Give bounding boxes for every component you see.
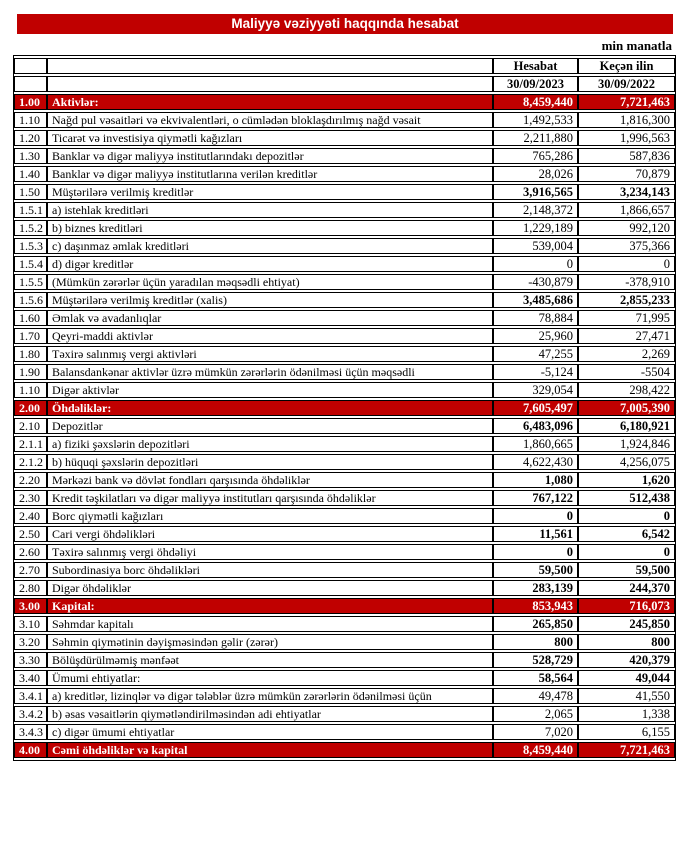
table-row	[14, 508, 675, 524]
table-row	[14, 256, 675, 272]
row-label: c) digər ümumi ehtiyatlar	[47, 724, 493, 740]
row-code: 1.5.3	[14, 238, 47, 254]
table-row	[14, 670, 675, 686]
row-label: Səhmdar kapitalı	[47, 616, 493, 632]
row-label: b) hüquqi şəxslərin depozitləri	[47, 454, 493, 470]
row-current-value: 800	[493, 634, 578, 650]
table-header	[14, 58, 675, 92]
row-current-value: 0	[493, 256, 578, 272]
row-label: Borc qiymətli kağızları	[47, 508, 493, 524]
row-prior-value: 0	[578, 508, 675, 524]
row-label: Öhdəliklər:	[47, 400, 493, 416]
header-empty-cell	[47, 58, 493, 74]
row-code: 2.80	[14, 580, 47, 596]
row-label: Mərkəzi bank və dövlət fondları qarşısında öhdəliklər	[47, 472, 493, 488]
row-label: Banklar və digər maliyyə institutlarına verilən kreditlər	[47, 166, 493, 182]
row-prior-value: 4,256,075	[578, 454, 675, 470]
row-prior-value: 1,924,846	[578, 436, 675, 452]
row-label: a) kreditlər, lizinqlər və digər tələblər üzrə mümkün zərərlərin ödənilməsi üçün	[47, 688, 493, 704]
row-current-value: 853,943	[493, 598, 578, 614]
row-label: Müştərilərə verilmiş kreditlər (xalis)	[47, 292, 493, 308]
row-prior-value: 800	[578, 634, 675, 650]
row-label: Depozitlər	[47, 418, 493, 434]
row-prior-value: 1,996,563	[578, 130, 675, 146]
row-current-value: 47,255	[493, 346, 578, 362]
table-row	[14, 454, 675, 470]
table-row	[14, 148, 675, 164]
row-current-value: 1,860,665	[493, 436, 578, 452]
row-prior-value: 244,370	[578, 580, 675, 596]
table-row	[14, 184, 675, 200]
row-prior-value: 1,816,300	[578, 112, 675, 128]
row-code: 1.00	[14, 94, 47, 110]
row-prior-value: 1,338	[578, 706, 675, 722]
row-code: 4.00	[14, 742, 47, 758]
table-row	[14, 544, 675, 560]
row-label: Digər öhdəliklər	[47, 580, 493, 596]
row-label: Səhmin qiymətinin dəyişməsindən gəlir (zərər)	[47, 634, 493, 650]
table-row	[14, 400, 675, 416]
row-code: 3.4.2	[14, 706, 47, 722]
row-code: 2.20	[14, 472, 47, 488]
row-prior-value: 0	[578, 256, 675, 272]
header-empty-cell	[14, 76, 47, 92]
table-row	[14, 382, 675, 398]
row-current-value: 11,561	[493, 526, 578, 542]
table-row	[14, 328, 675, 344]
row-label: a) istehlak kreditləri	[47, 202, 493, 218]
row-code: 1.90	[14, 364, 47, 380]
table-row	[14, 472, 675, 488]
financial-table	[13, 55, 676, 761]
table-row	[14, 202, 675, 218]
row-prior-value: 41,550	[578, 688, 675, 704]
row-prior-value: 3,234,143	[578, 184, 675, 200]
row-label: Qeyri-maddi aktivlər	[47, 328, 493, 344]
row-current-value: 3,916,565	[493, 184, 578, 200]
row-code: 1.5.1	[14, 202, 47, 218]
table-row	[14, 742, 675, 758]
row-prior-value: 70,879	[578, 166, 675, 182]
row-current-value: 528,729	[493, 652, 578, 668]
row-label: Təxirə salınmış vergi aktivləri	[47, 346, 493, 362]
row-code: 1.70	[14, 328, 47, 344]
row-label: (Mümkün zərərlər üçün yaradılan məqsədli ehtiyat)	[47, 274, 493, 290]
report-title: Maliyyə vəziyyəti haqqında hesabat	[231, 16, 459, 31]
table-row	[14, 436, 675, 452]
row-prior-value: 245,850	[578, 616, 675, 632]
table-row	[14, 562, 675, 578]
table-row	[14, 220, 675, 236]
row-label: b) əsas vəsaitlərin qiymətləndirilməsindən adi ehtiyatlar	[47, 706, 493, 722]
row-prior-value: 375,366	[578, 238, 675, 254]
row-prior-value: 6,542	[578, 526, 675, 542]
row-prior-value: 27,471	[578, 328, 675, 344]
row-current-value: 2,211,880	[493, 130, 578, 146]
row-current-value: 0	[493, 544, 578, 560]
row-current-value: 3,485,686	[493, 292, 578, 308]
table-row	[14, 418, 675, 434]
table-row	[14, 580, 675, 596]
row-prior-value: 420,379	[578, 652, 675, 668]
table-row	[14, 274, 675, 290]
row-code: 2.30	[14, 490, 47, 506]
row-current-value: 2,065	[493, 706, 578, 722]
row-prior-value: 7,005,390	[578, 400, 675, 416]
row-code: 2.10	[14, 418, 47, 434]
row-prior-value: 298,422	[578, 382, 675, 398]
row-label: Digər aktivlər	[47, 382, 493, 398]
table-body	[14, 94, 675, 758]
table-row	[14, 238, 675, 254]
row-label: Cəmi öhdəliklər və kapital	[47, 742, 493, 758]
row-code: 1.10	[14, 382, 47, 398]
table-row	[14, 598, 675, 614]
row-label: Bölüşdürülməmiş mənfəət	[47, 652, 493, 668]
table-row	[14, 616, 675, 632]
table-row	[14, 706, 675, 722]
row-label: Ticarət və investisiya qiymətli kağızları	[47, 130, 493, 146]
row-prior-value: 992,120	[578, 220, 675, 236]
row-current-value: 25,960	[493, 328, 578, 344]
row-prior-value: 2,855,233	[578, 292, 675, 308]
row-label: Subordinasiya borc öhdəlikləri	[47, 562, 493, 578]
row-label: c) daşınmaz əmlak kreditləri	[47, 238, 493, 254]
row-label: Kredit təşkilatları və digər maliyyə institutları qarşısında öhdəliklər	[47, 490, 493, 506]
table-row	[14, 94, 675, 110]
table-row	[14, 688, 675, 704]
row-code: 3.20	[14, 634, 47, 650]
row-code: 1.5.6	[14, 292, 47, 308]
row-code: 2.40	[14, 508, 47, 524]
header-row-period	[14, 58, 675, 74]
row-code: 1.60	[14, 310, 47, 326]
row-label: Aktivlər:	[47, 94, 493, 110]
row-prior-value: 512,438	[578, 490, 675, 506]
header-row-dates	[14, 76, 675, 92]
row-current-value: 539,004	[493, 238, 578, 254]
row-code: 3.4.3	[14, 724, 47, 740]
table-row	[14, 130, 675, 146]
row-current-value: 4,622,430	[493, 454, 578, 470]
row-prior-value: -5504	[578, 364, 675, 380]
row-code: 2.60	[14, 544, 47, 560]
header-empty-cell	[47, 76, 493, 92]
row-code: 3.00	[14, 598, 47, 614]
row-current-value: 1,492,533	[493, 112, 578, 128]
row-current-value: 1,080	[493, 472, 578, 488]
row-prior-value: 2,269	[578, 346, 675, 362]
row-current-value: 58,564	[493, 670, 578, 686]
row-current-value: 2,148,372	[493, 202, 578, 218]
table-row	[14, 346, 675, 362]
table-row	[14, 310, 675, 326]
row-label: Cari vergi öhdəlikləri	[47, 526, 493, 542]
row-code: 2.50	[14, 526, 47, 542]
row-prior-value: 1,620	[578, 472, 675, 488]
row-current-value: 7,605,497	[493, 400, 578, 416]
header-empty-cell	[14, 58, 47, 74]
row-current-value: 1,229,189	[493, 220, 578, 236]
row-current-value: 8,459,440	[493, 94, 578, 110]
row-code: 2.1.2	[14, 454, 47, 470]
row-code: 1.5.4	[14, 256, 47, 272]
col-header-prior-date: 30/09/2022	[578, 76, 675, 92]
row-code: 1.5.2	[14, 220, 47, 236]
unit-note: min manatla	[601, 38, 672, 53]
table-row	[14, 292, 675, 308]
row-prior-value: 7,721,463	[578, 742, 675, 758]
row-current-value: 767,122	[493, 490, 578, 506]
row-current-value: 59,500	[493, 562, 578, 578]
row-label: Nağd pul vəsaitləri və ekvivalentləri, o cümlədən bloklaşdırılmış nağd vəsait	[47, 112, 493, 128]
row-code: 1.40	[14, 166, 47, 182]
row-current-value: 0	[493, 508, 578, 524]
row-prior-value: 7,721,463	[578, 94, 675, 110]
row-code: 1.80	[14, 346, 47, 362]
row-code: 3.40	[14, 670, 47, 686]
row-label: Balansdankənar aktivlər üzrə mümkün zərərlərin ödənilməsi üçün məqsədli	[47, 364, 493, 380]
row-code: 1.30	[14, 148, 47, 164]
row-code: 3.30	[14, 652, 47, 668]
row-code: 2.00	[14, 400, 47, 416]
row-prior-value: 716,073	[578, 598, 675, 614]
col-header-report-date: 30/09/2023	[493, 76, 578, 92]
row-prior-value: 0	[578, 544, 675, 560]
row-current-value: -430,879	[493, 274, 578, 290]
row-current-value: 28,026	[493, 166, 578, 182]
row-code: 1.10	[14, 112, 47, 128]
row-current-value: -5,124	[493, 364, 578, 380]
row-prior-value: 1,866,657	[578, 202, 675, 218]
report-title-banner	[17, 14, 673, 34]
row-prior-value: -378,910	[578, 274, 675, 290]
row-prior-value: 59,500	[578, 562, 675, 578]
row-label: Müştərilərə verilmiş kreditlər	[47, 184, 493, 200]
row-current-value: 7,020	[493, 724, 578, 740]
row-code: 1.50	[14, 184, 47, 200]
row-label: Kapital:	[47, 598, 493, 614]
table-row	[14, 652, 675, 668]
row-code: 2.70	[14, 562, 47, 578]
row-label: b) biznes kreditləri	[47, 220, 493, 236]
table-row	[14, 634, 675, 650]
table-row	[14, 364, 675, 380]
table-row	[14, 166, 675, 182]
table-row	[14, 526, 675, 542]
row-label: Əmlak və avadanlıqlar	[47, 310, 493, 326]
row-current-value: 283,139	[493, 580, 578, 596]
row-code: 2.1.1	[14, 436, 47, 452]
row-prior-value: 587,836	[578, 148, 675, 164]
row-current-value: 329,054	[493, 382, 578, 398]
row-label: d) digər kreditlər	[47, 256, 493, 272]
row-prior-value: 6,155	[578, 724, 675, 740]
row-code: 3.4.1	[14, 688, 47, 704]
row-prior-value: 49,044	[578, 670, 675, 686]
row-label: a) fiziki şəxslərin depozitləri	[47, 436, 493, 452]
row-current-value: 78,884	[493, 310, 578, 326]
table-row	[14, 112, 675, 128]
row-prior-value: 6,180,921	[578, 418, 675, 434]
row-current-value: 265,850	[493, 616, 578, 632]
table-row	[14, 490, 675, 506]
row-prior-value: 71,995	[578, 310, 675, 326]
row-current-value: 49,478	[493, 688, 578, 704]
row-label: Banklar və digər maliyyə institutlarındakı depozitlər	[47, 148, 493, 164]
row-code: 1.20	[14, 130, 47, 146]
row-code: 3.10	[14, 616, 47, 632]
row-current-value: 765,286	[493, 148, 578, 164]
row-current-value: 6,483,096	[493, 418, 578, 434]
row-current-value: 8,459,440	[493, 742, 578, 758]
table-row	[14, 724, 675, 740]
row-code: 1.5.5	[14, 274, 47, 290]
row-label: Ümumi ehtiyatlar:	[47, 670, 493, 686]
col-header-prior: Keçən ilin	[578, 58, 675, 74]
col-header-report: Hesabat	[493, 58, 578, 74]
row-label: Təxirə salınmış vergi öhdəliyi	[47, 544, 493, 560]
